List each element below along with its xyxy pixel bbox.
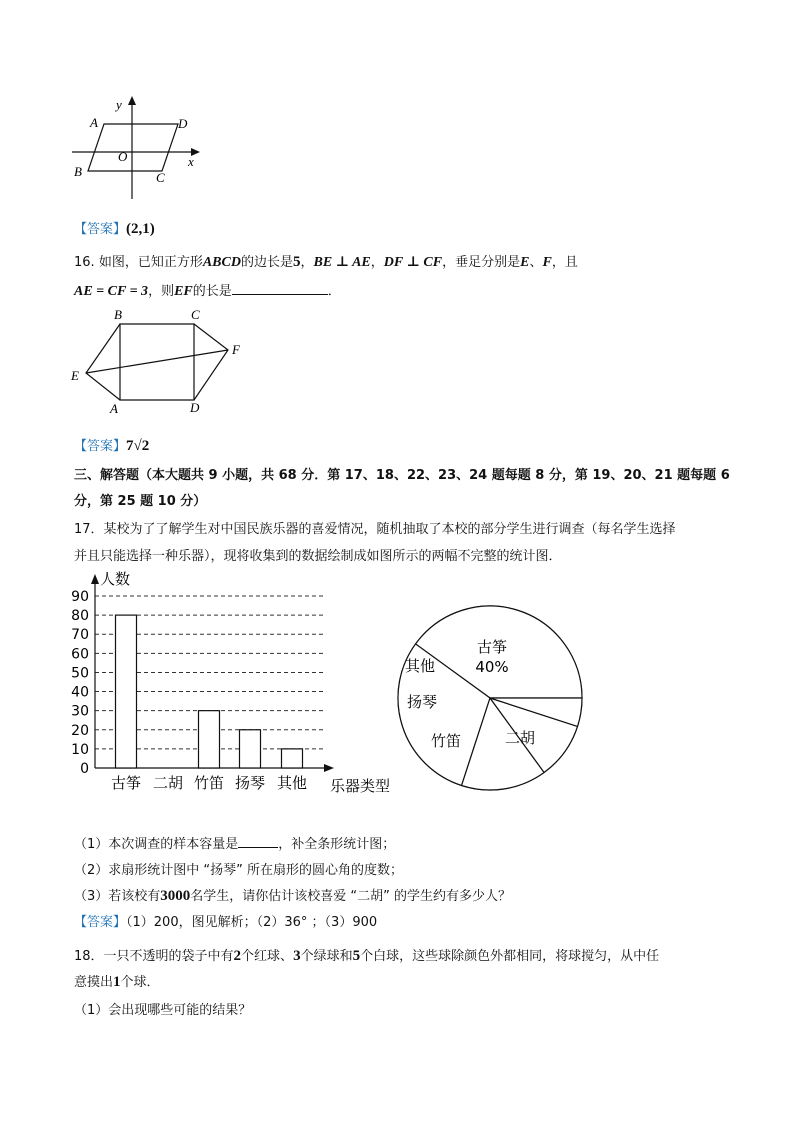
y-tick-label: 10 [71, 741, 89, 758]
pie-label: 二胡 [504, 729, 536, 747]
x-tick-label: 二胡 [152, 774, 184, 792]
y-tick-label: 50 [71, 665, 89, 682]
bar-扬琴 [240, 730, 261, 768]
answer-17: 【答案】（1）200，图见解析；（2）36° ；（3）900 [74, 915, 378, 930]
point-B-label: B [114, 307, 122, 322]
bar-竹笛 [199, 711, 220, 768]
answer-blank [232, 294, 328, 295]
y-tick-label: 20 [71, 722, 89, 739]
x-axis-title: 乐器类型 [330, 777, 391, 795]
point-C-label: C [191, 307, 200, 322]
question-18-line2: 意摸出1个球． [74, 974, 160, 990]
x-tick-label: 其他 [276, 774, 308, 792]
coordinate-parallelogram-figure [66, 94, 206, 204]
y-tick-label: 0 [80, 761, 89, 777]
question-17-line1: 17．某校为了了解学生对中国民族乐器的喜爱情况，随机抽取了本校的部分学生进行调查（每名学生选择 [74, 522, 676, 537]
x-axis-arrow [324, 764, 334, 772]
y-tick-label: 80 [71, 608, 89, 625]
x-axis-label: x [188, 154, 194, 169]
y-tick-label: 70 [71, 627, 89, 644]
pie-label: 扬琴 [406, 693, 438, 711]
point-B-label: B [74, 164, 82, 179]
point-C-label: C [156, 170, 165, 185]
answer-value: （1）200，图见解析；（2）36° ；（3）900 [126, 915, 378, 930]
answer-tag: 【答案】 [74, 222, 127, 237]
y-tick-label: 60 [71, 646, 89, 663]
question-17-sub1: （1）本次调查的样本容量是 ，补全条形统计图； [74, 837, 396, 852]
point-A-label: A [110, 401, 118, 416]
question-17-line2: 并且只能选择一种乐器），现将收集到的数据绘制成如图所示的两幅不完整的统计图． [74, 549, 562, 564]
point-E-label: E [71, 368, 79, 383]
x-tick-label: 扬琴 [234, 774, 266, 792]
y-tick-label: 40 [71, 684, 89, 701]
pie-label: 古筝 [476, 638, 508, 656]
answer-value: 7√2 [126, 438, 150, 454]
question-17-sub2: （2）求扇形统计图中 “扬琴” 所在扇形的圆心角的度数； [74, 863, 404, 878]
question-16-line1: 16. 如图，已知正方形ABCD的边长是5，BE ⊥ AE，DF ⊥ CF，垂足分别是E、F，且 [74, 254, 578, 270]
pie-label: 其他 [404, 657, 436, 675]
question-17-sub3: （3）若该校有3000名学生，请你估计该校喜爱 “二胡” 的学生约有多少人？ [74, 888, 512, 904]
answer-value: (2,1) [126, 221, 155, 237]
question-18-line1: 18．一只不透明的袋子中有2个红球、3个绿球和5个白球，这些球除颜色外都相同，将球搅匀，从中任 [74, 948, 660, 964]
section-heading-line1: 三、解答题（本大题共 9 小题，共 68 分．第 17、18、22、23、24 题每题 8 分，第 19、20、21 题每题 6 [74, 468, 730, 483]
bar-chart [58, 566, 403, 801]
question-16-line2: AE = CF = 3，则EF的长是 ． [74, 284, 341, 299]
point-F-label: F [232, 342, 240, 357]
question-18-sub1: （1）会出现哪些可能的结果？ [74, 1003, 252, 1018]
y-axis-label: y [116, 97, 122, 112]
answer-blank [238, 847, 278, 848]
y-tick-label: 30 [71, 703, 89, 720]
pie-chart [392, 600, 588, 796]
y-axis-title: 人数 [100, 570, 131, 588]
answer-15 [74, 218, 155, 238]
y-axis-arrow [91, 574, 99, 584]
origin-O-label: O [118, 149, 128, 164]
point-A-label: A [90, 115, 98, 130]
bar-古筝 [116, 615, 137, 768]
section-heading-line2: 分，第 25 题 10 分） [74, 494, 207, 509]
x-tick-label: 古筝 [110, 774, 142, 792]
y-tick-label: 90 [71, 589, 89, 605]
point-D-label: D [178, 116, 188, 131]
point-D-label: D [190, 400, 200, 415]
square-geometry-figure [66, 303, 256, 418]
x-tick-label: 竹笛 [193, 774, 225, 792]
answer-16: 【答案】7√2 [74, 438, 150, 454]
pie-label: 竹笛 [430, 732, 462, 750]
bar-其他 [282, 749, 303, 768]
pie-percent-label: 40% [475, 658, 509, 676]
